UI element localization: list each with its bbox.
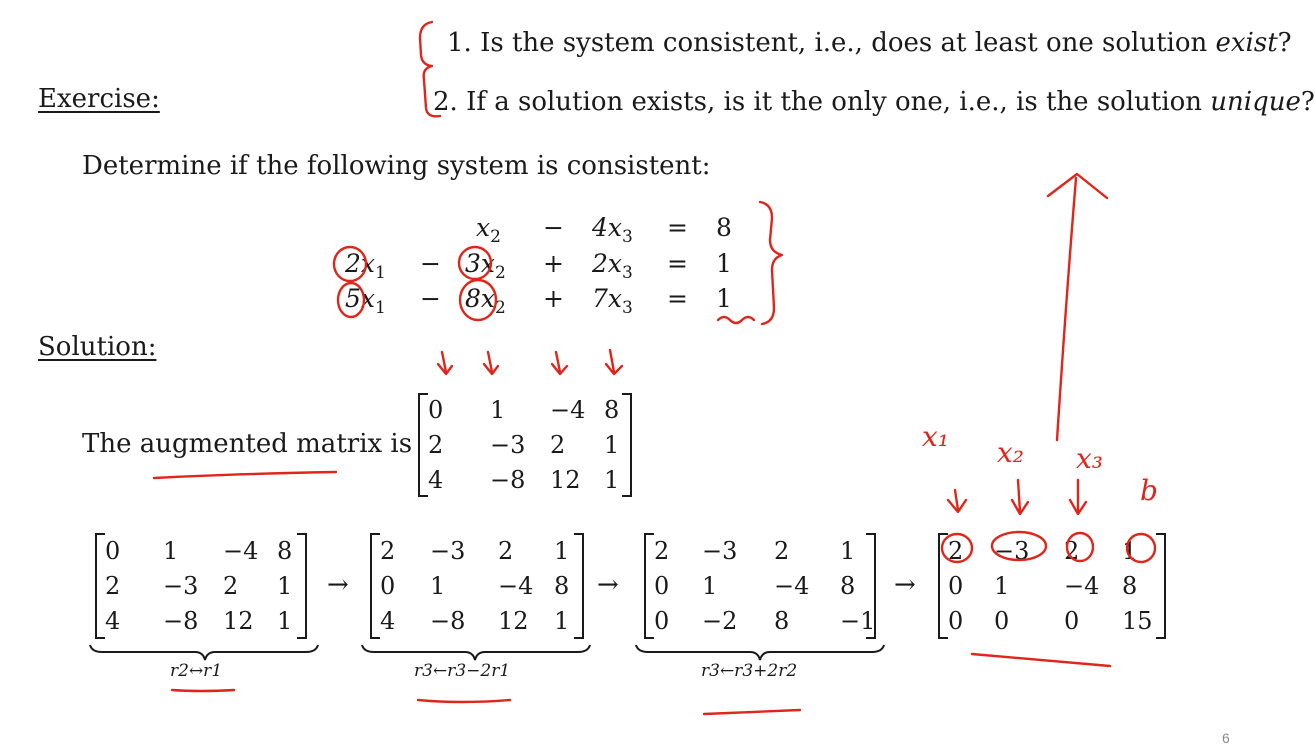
system-row3-eq: = xyxy=(667,284,688,313)
down-arrow-7 xyxy=(1070,480,1086,514)
exercise-heading: Exercise: xyxy=(38,84,160,114)
underline-op-1 xyxy=(172,690,234,691)
matrix-cell: 0 xyxy=(428,396,444,425)
matrix-cell: 1 xyxy=(604,431,620,459)
underbrace-1 xyxy=(90,645,318,660)
matrix-cell: 8 xyxy=(604,396,620,425)
underline-op-2 xyxy=(418,700,510,702)
down-arrow-1 xyxy=(438,352,452,374)
system-row2-term2: $3x_2$ xyxy=(465,249,506,283)
system-brace xyxy=(760,202,782,324)
row-op-2: r3←r3−2r1 xyxy=(414,661,511,681)
page-number: 6 xyxy=(1222,730,1230,746)
matrix-cell: 0 xyxy=(1064,607,1080,636)
matrix-cell: −8 xyxy=(490,465,526,494)
matrix-cell: 2 xyxy=(654,536,670,565)
matrix-cell: 4 xyxy=(380,607,396,636)
matrix-cell: 0 xyxy=(654,607,670,636)
matrix-cell: −4 xyxy=(1064,572,1100,600)
matrix-cell: −3 xyxy=(994,536,1030,565)
system-row2-term1: $2x_1$ xyxy=(345,249,386,283)
matrix-bracket-right xyxy=(1156,533,1166,639)
matrix-cell: 12 xyxy=(498,607,529,636)
matrix-cell: 4 xyxy=(105,607,121,636)
matrix-bracket-right xyxy=(297,533,307,639)
system-row1-eq: = xyxy=(667,213,688,242)
matrix-cell: −8 xyxy=(430,607,466,636)
matrix-cell: 1 xyxy=(277,607,293,636)
label-x2: x₂ xyxy=(997,436,1025,469)
down-arrow-4 xyxy=(606,350,622,374)
question-2: 2. If a solution exists, is it the only one, i.e., is the solution unique? xyxy=(433,87,1315,117)
system-row2-op1: − xyxy=(420,249,441,278)
matrix-cell: 2 xyxy=(774,536,790,565)
matrix-bracket-right xyxy=(622,393,632,497)
system-row1-term2: $x_2$ xyxy=(476,213,501,247)
matrix-cell: 8 xyxy=(840,572,856,600)
big-up-arrow xyxy=(1048,174,1107,440)
matrix-cell: −2 xyxy=(702,607,738,636)
matrix-cell: 1 xyxy=(430,572,446,600)
matrix-cell: 1 xyxy=(490,396,506,425)
label-b: b xyxy=(1140,474,1158,507)
matrix-cell: −3 xyxy=(163,572,199,600)
matrix-step-0 xyxy=(95,533,307,639)
question-1: 1. Is the system consistent, i.e., does at least one solution exist? xyxy=(447,28,1292,58)
matrix-cell: 0 xyxy=(994,607,1010,636)
matrix-cell: 12 xyxy=(223,607,254,636)
matrix-cell: 1 xyxy=(604,465,620,494)
rhs-squiggle xyxy=(718,317,754,323)
matrix-cell: −3 xyxy=(490,431,526,459)
matrix-cell: 2 xyxy=(380,536,396,565)
underbrace-3 xyxy=(636,645,884,660)
matrix-cell: −4 xyxy=(498,572,534,600)
matrix-cell: −3 xyxy=(430,536,466,565)
row-op-1: r2↔r1 xyxy=(170,661,223,681)
matrix-cell: 8 xyxy=(1122,572,1138,600)
arrow-1: → xyxy=(327,570,349,600)
underbrace-2 xyxy=(362,645,590,660)
matrix-cell: 15 xyxy=(1122,607,1153,636)
system-row1-op2: − xyxy=(543,213,564,242)
system-row2-eq: = xyxy=(667,249,688,278)
matrix-cell: 1 xyxy=(554,536,570,565)
matrix-bracket-left xyxy=(95,533,105,639)
matrix-cell: 4 xyxy=(428,465,444,494)
system-row3-op1: − xyxy=(420,284,441,313)
matrix-cell: −1 xyxy=(840,607,876,636)
matrix-cell: 8 xyxy=(774,607,790,636)
exercise-prompt: Determine if the following system is consistent: xyxy=(82,151,711,181)
matrix-cell: 2 xyxy=(550,431,566,459)
system-row3-op2: + xyxy=(543,284,564,313)
arrow-2: → xyxy=(597,570,619,600)
system-row1-term3: $4x_3$ xyxy=(592,213,633,247)
matrix-cell: 2 xyxy=(223,572,239,600)
matrix-cell: 0 xyxy=(105,536,121,565)
arrow-3: → xyxy=(894,570,916,600)
solution-heading: Solution: xyxy=(38,332,157,362)
augmented-matrix xyxy=(418,393,632,497)
matrix-cell: 0 xyxy=(948,572,964,600)
matrix-bracket-left xyxy=(418,393,428,497)
matrix-step-1 xyxy=(370,533,584,639)
system-row2-term3: $2x_3$ xyxy=(592,249,633,283)
underline-augmented xyxy=(154,472,336,478)
matrix-cell: 0 xyxy=(380,572,396,600)
matrix-cell: −4 xyxy=(550,396,586,425)
matrix-cell: 8 xyxy=(277,536,293,565)
underline-final-row xyxy=(972,654,1110,666)
row-op-3: r3←r3+2r2 xyxy=(701,661,798,681)
label-x3: x₃ xyxy=(1076,442,1104,475)
system-row3-rhs: 1 xyxy=(716,284,732,313)
matrix-cell: 8 xyxy=(554,572,570,600)
system-row2-op2: + xyxy=(543,249,564,278)
system-row2-rhs: 1 xyxy=(716,249,732,278)
underline-op-3 xyxy=(704,710,800,714)
system-row1-rhs: 8 xyxy=(716,213,732,242)
matrix-bracket-left xyxy=(644,533,654,639)
matrix-cell: 1 xyxy=(277,572,293,600)
system-row3-term3: $7x_3$ xyxy=(592,284,633,318)
matrix-step-2 xyxy=(644,533,876,639)
matrix-cell: 1 xyxy=(840,536,856,565)
down-arrow-2 xyxy=(484,352,498,374)
matrix-cell: 1 xyxy=(702,572,718,600)
down-arrow-6 xyxy=(1012,480,1028,514)
matrix-bracket-left xyxy=(938,533,948,639)
matrix-bracket-left xyxy=(370,533,380,639)
augmented-matrix-label: The augmented matrix is xyxy=(82,429,413,459)
down-arrow-5 xyxy=(948,490,966,512)
matrix-bracket-right xyxy=(574,533,584,639)
label-x1: x₁ xyxy=(922,420,950,453)
matrix-cell: 2 xyxy=(428,431,444,459)
matrix-cell: 2 xyxy=(1064,536,1080,565)
matrix-cell: 1 xyxy=(994,572,1010,600)
down-arrow-3 xyxy=(552,352,567,374)
matrix-cell: 2 xyxy=(948,536,964,565)
system-row3-term2: $8x_2$ xyxy=(465,284,506,318)
matrix-cell: −4 xyxy=(223,536,259,565)
system-row3-term1: $5x_1$ xyxy=(345,284,386,318)
matrix-step-3 xyxy=(938,533,1166,639)
matrix-cell: −8 xyxy=(163,607,199,636)
matrix-cell: 1 xyxy=(554,607,570,636)
matrix-cell: 2 xyxy=(105,572,121,600)
matrix-cell: 0 xyxy=(948,607,964,636)
matrix-cell: 0 xyxy=(654,572,670,600)
matrix-cell: 12 xyxy=(550,465,581,494)
matrix-cell: −3 xyxy=(702,536,738,565)
matrix-cell: 1 xyxy=(163,536,179,565)
matrix-cell: 1 xyxy=(1122,536,1138,565)
matrix-cell: 2 xyxy=(498,536,514,565)
matrix-cell: −4 xyxy=(774,572,810,600)
